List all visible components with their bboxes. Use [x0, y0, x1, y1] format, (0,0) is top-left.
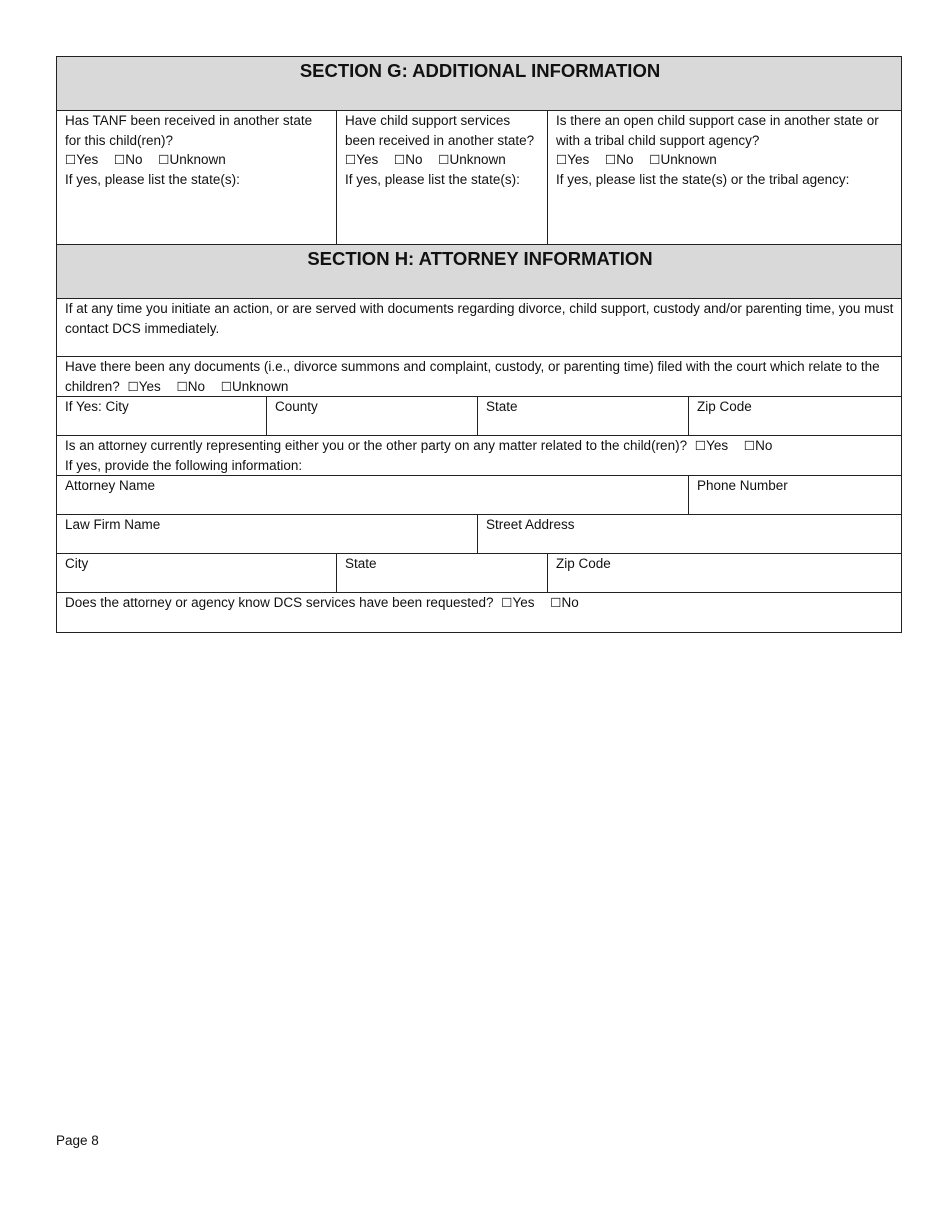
dcs-awareness-cell: [57, 593, 902, 633]
checkbox-icon: ☐: [176, 378, 188, 394]
documents-unknown-checkbox[interactable]: ☐Unknown: [220, 378, 289, 394]
checkbox-icon: ☐: [438, 152, 450, 167]
checkbox-icon: ☐: [550, 595, 562, 610]
phone-number-field[interactable]: [689, 476, 902, 515]
court-zip-field[interactable]: [689, 397, 902, 436]
child-support-followup[interactable]: If yes, please list the state(s):: [345, 171, 520, 187]
court-state-field[interactable]: [478, 397, 689, 436]
checkbox-icon: ☐: [743, 438, 756, 453]
child-support-cell: [337, 111, 548, 245]
court-state-label: State: [486, 399, 518, 414]
child-support-no-checkbox[interactable]: ☐No: [394, 152, 423, 167]
attorney-followup: If yes, provide the following information:: [65, 457, 303, 473]
open-case-question: Is there an open child support case in another state or with a tribal child support agency?: [556, 113, 879, 148]
street-address-field[interactable]: [478, 515, 902, 554]
documents-yes-checkbox[interactable]: ☐Yes: [127, 378, 161, 394]
section-h-header: [57, 245, 902, 299]
open-case-unknown-checkbox[interactable]: ☐Unknown: [649, 152, 717, 167]
documents-question: Have there been any documents (i.e., divorce summons and complaint, custody, or parenting time) filed with the court which relate to the children?: [65, 359, 880, 394]
attorney-state-field[interactable]: [337, 554, 548, 593]
court-city-field[interactable]: [57, 397, 267, 436]
open-case-cell: [548, 111, 902, 245]
checkbox-icon: ☐: [158, 152, 170, 167]
child-support-question: Have child support services been received in another state?: [345, 113, 535, 148]
attorney-city-field[interactable]: [57, 554, 337, 593]
child-support-options: [345, 150, 541, 170]
checkbox-icon: ☐: [649, 152, 661, 167]
checkbox-icon: ☐: [114, 152, 126, 167]
street-address-label: Street Address: [486, 517, 575, 532]
court-city-label: If Yes: City: [65, 399, 129, 414]
checkbox-icon: ☐: [65, 152, 77, 167]
attorney-question: Is an attorney currently representing either you or the other party on any matter related to the child(ren)?: [65, 438, 688, 453]
aware-no-checkbox[interactable]: ☐No: [550, 595, 579, 610]
phone-number-label: Phone Number: [697, 478, 788, 493]
tanf-followup[interactable]: If yes, please list the state(s):: [65, 171, 240, 187]
attorney-question-cell: [57, 436, 902, 476]
checkbox-icon: ☐: [127, 378, 139, 394]
notice-text: If at any time you initiate an action, or are served with documents regarding divorce, child support, custody and/or parenting time, you must contact DCS immediately.: [65, 301, 894, 336]
tanf-no-checkbox[interactable]: ☐No: [114, 152, 143, 167]
open-case-options: [556, 150, 895, 170]
attorney-no-checkbox[interactable]: ☐No: [743, 438, 773, 453]
law-firm-label: Law Firm Name: [65, 517, 161, 532]
attorney-name-label: Attorney Name: [65, 478, 156, 493]
checkbox-icon: ☐: [605, 152, 617, 167]
open-case-followup[interactable]: If yes, please list the state(s) or the tribal agency:: [556, 171, 850, 187]
aware-yes-checkbox[interactable]: ☐Yes: [501, 595, 535, 610]
attorney-yes-checkbox[interactable]: ☐Yes: [694, 438, 729, 453]
open-case-yes-checkbox[interactable]: ☐Yes: [556, 152, 590, 167]
checkbox-icon: ☐: [345, 152, 357, 167]
tanf-cell: [57, 111, 337, 245]
attorney-state-label: State: [345, 556, 377, 571]
attorney-city-label: City: [65, 556, 89, 571]
child-support-unknown-checkbox[interactable]: ☐Unknown: [438, 152, 506, 167]
tanf-unknown-checkbox[interactable]: ☐Unknown: [158, 152, 226, 167]
tanf-question: Has TANF been received in another state for this child(ren)?: [65, 113, 313, 148]
attorney-name-field[interactable]: [57, 476, 689, 515]
court-zip-label: Zip Code: [697, 399, 752, 414]
tanf-options: [65, 150, 330, 170]
tanf-yes-checkbox[interactable]: ☐Yes: [65, 152, 99, 167]
open-case-no-checkbox[interactable]: ☐No: [605, 152, 634, 167]
documents-filed-cell: [57, 357, 902, 397]
section-h-title: SECTION H: ATTORNEY INFORMATION: [307, 248, 653, 269]
checkbox-icon: ☐: [220, 378, 233, 394]
court-county-field[interactable]: [267, 397, 478, 436]
section-g-header: [57, 57, 902, 111]
attorney-zip-label: Zip Code: [556, 556, 611, 571]
page-number: Page 8: [56, 1133, 99, 1148]
law-firm-field[interactable]: [57, 515, 478, 554]
checkbox-icon: ☐: [556, 152, 568, 167]
attorney-zip-field[interactable]: [548, 554, 902, 593]
documents-no-checkbox[interactable]: ☐No: [176, 378, 206, 394]
checkbox-icon: ☐: [694, 438, 707, 453]
court-county-label: County: [275, 399, 318, 414]
child-support-yes-checkbox[interactable]: ☐Yes: [345, 152, 379, 167]
dcs-awareness-question: Does the attorney or agency know DCS services have been requested?: [65, 595, 494, 610]
application-form-table: [56, 56, 902, 633]
contact-dcs-notice: [57, 299, 902, 357]
checkbox-icon: ☐: [501, 595, 513, 610]
checkbox-icon: ☐: [394, 152, 406, 167]
section-g-title: SECTION G: ADDITIONAL INFORMATION: [299, 60, 661, 81]
